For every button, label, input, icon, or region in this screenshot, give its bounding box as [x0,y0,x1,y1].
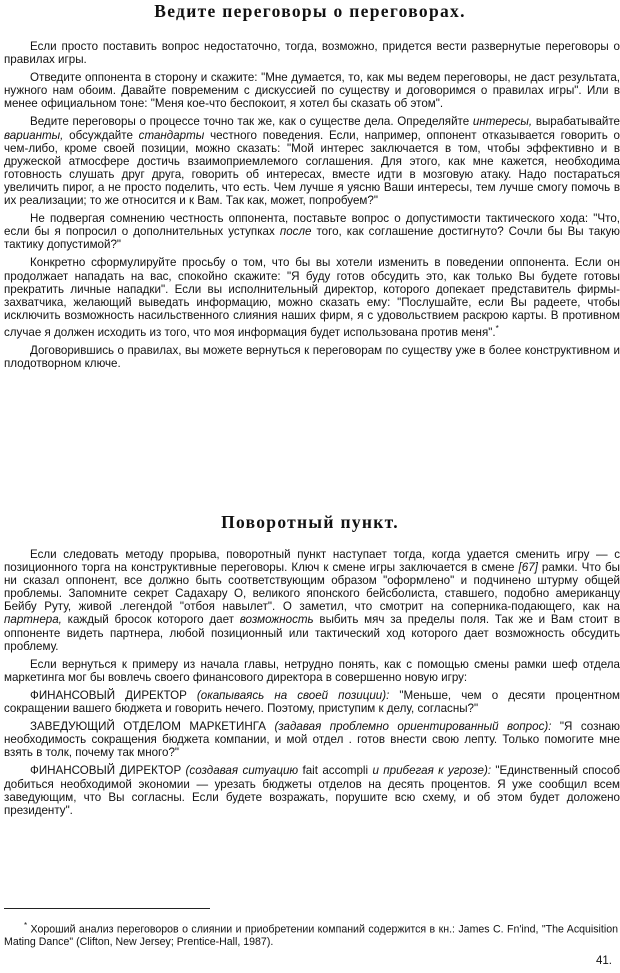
speech: "Я сознаю необходимость сокращения бюджета компании, и мой отдел . готов внести свою лепту. Только помогите мне взять в толк, почему так много?" [4,720,620,760]
emphasis: после [279,225,312,239]
text-run: Ведите переговоры о процессе точно так же, как о существе дела. Определяйте [30,115,473,129]
paragraph [4,548,620,653]
stage-direction: (окапываясь на своей позиции): [196,688,390,702]
paragraph: Если вернуться к примеру из начала главы, нетрудно понять, как с помощью смены рамки шеф отдела маркетинга мог бы вовлечь своего финансового директора в совершенно новую игру: [4,657,620,684]
paragraph: Если просто поставить вопрос недостаточно, тогда, возможно, придется вести развернутые переговоры о правилах игры. [4,40,620,67]
speaker: ФИНАНСОВЫЙ ДИРЕКТОР [30,764,186,778]
text-run: вырабатывайте [532,115,620,129]
emphasis: возможность [239,613,314,627]
paragraph: Договорившись о правилах, вы можете вернуться к переговорам по существу уже в более конструктивном и плодотворном ключе. [4,343,620,370]
page-number: 41. [596,955,612,967]
speech: "Единственный способ добиться необходимой экономии — урезать бюджеты отделов на десять процентов. Я уже сообщил всем заведующим, что Вы согласны. Если будете возражать, порушите всю схему, и об этом будет доложено президенту". [4,764,620,817]
footnote-text: Хороший анализ переговоров о слиянии и приобретении компаний содержится в кн.: James C. Fn'ind, "The Acquisition Mating Dance" (Clifton, New Jersey; Prentice-Hall, 1987). [4,923,618,949]
text-run: рамки. Что бы ни сказал оппонент, все должно быть соответствующим образом "оформлено" и подчинено штурму общей проблемы. Запомните секрет Садахару О, великого японского бейсболиста, ставшего, подобно американцу Бейбу Руту, живой .легендой "отбоя навылет". О заметил, что смотрит на соперника-подающего, как на [4,561,620,614]
speaker: ФИНАНСОВЫЙ ДИРЕКТОР [30,688,197,702]
paragraph [4,212,620,251]
stage-direction: и прибегая к угрозе): [372,764,492,778]
footnote [4,920,618,949]
foreign-term: fait accompli [298,764,373,778]
text-run: Не подвергая сомнению честность оппонента, поставьте вопрос о допустимости тактического хода: "Что, если бы я попросил о дополнительных уступках [4,212,620,239]
page-reference: [67] [518,561,538,575]
stage-direction: (задавая проблемно ориентированный вопрос): [274,720,552,734]
emphasis: варианты, [4,128,64,142]
section-body-turning-point [4,548,620,822]
paragraph: Отведите оппонента в сторону и скажите: "Мне думается, то, как мы ведем переговоры, не даст результата, нужного нам обоим. Давайте повременим с дискуссией по существу и договоримся о правилах игры". Или в менее официальном тоне: "Меня кое-что беспокоит, я хотел бы сказать об этом". [4,71,620,111]
emphasis: стандарты [138,128,205,142]
emphasis: партнера, [4,613,62,627]
text-run: выбить мяч за пределы поля. Так же и Вам стоит в оппоненте видеть партнера, любой позиционный или тактический ход которого дает возможность обсудить проблему. [4,613,620,653]
text-run: обсуждайте [63,128,139,142]
paragraph [4,256,620,338]
paragraph [4,115,620,207]
speech: "Меньше, чем о десяти процентном сокращении вашего бюджета и говорить нечего. Поэтому, приступим к делу, согласны?" [4,688,620,716]
dialogue-line [4,764,620,816]
section-body-negotiate-rules [4,40,620,375]
section-title-turning-point: Поворотный пункт. [221,512,399,532]
text-run: каждый бросок которого дает [61,613,240,627]
footnote-mark: * [495,323,499,333]
footnote-divider [4,908,210,909]
speaker: ЗАВЕДУЮЩИЙ ОТДЕЛОМ МАРКЕТИНГА [30,720,275,734]
text-run: Конкретно сформулируйте просьбу о том, что бы вы хотели изменить в поведении оппонента. Если он продолжает нападать на вас, спокойно скажите: "Я буду готов обсудить это, как только Вы будете готовы прекратить личные нападки". Если вы исполнительный директор, которого допекает представитель фирмы-захватчика, желающий выведать информацию, можно сказать ему: "Послушайте, если Вы радеете, чтобы исключить возможность насильственного слияния наших фирм, я с удовольствием раскрою карты. В противном случае я должен исходить из того, что моя информация будет использована против меня". [4,256,620,339]
text-run: честного поведения. Если, например, оппонент отказывается говорить о чем-либо, кроме своей позиции, можно сказать: "Мой интерес заключается в том, чтобы эффективно и в дружеской атмосфере достичь взаимоприемлемого соглашения. Для этого, как мне кажется, необходима готовность слушать друг друга, говорить об интересах, вместе идти в мозговую атаку. Надо постараться увеличить пирог, а не просто поделить, что есть. Чем лучше я уясню Ваши интересы, тем лучше смогу помочь в их реализации; то же относится и к Вам. Так как, может, попробуем?" [4,128,620,208]
text-run: Если следовать методу прорыва, поворотный пункт наступает тогда, когда удается сменить игру — с позиционного торга на конструктивные переговоры. Ключ к смене игры заключается в смене [4,548,620,575]
emphasis: интересы, [472,115,533,129]
section-title-negotiate-rules: Ведите переговоры о переговорах. [154,1,466,21]
stage-direction: (создавая ситуацию [185,764,299,778]
dialogue-line [4,720,620,759]
text-run: того, как соглашение достигнуто? Сочли бы Вы такую тактику допустимой?" [4,225,620,252]
dialogue-line [4,689,620,715]
footnote-mark: * [24,921,28,930]
